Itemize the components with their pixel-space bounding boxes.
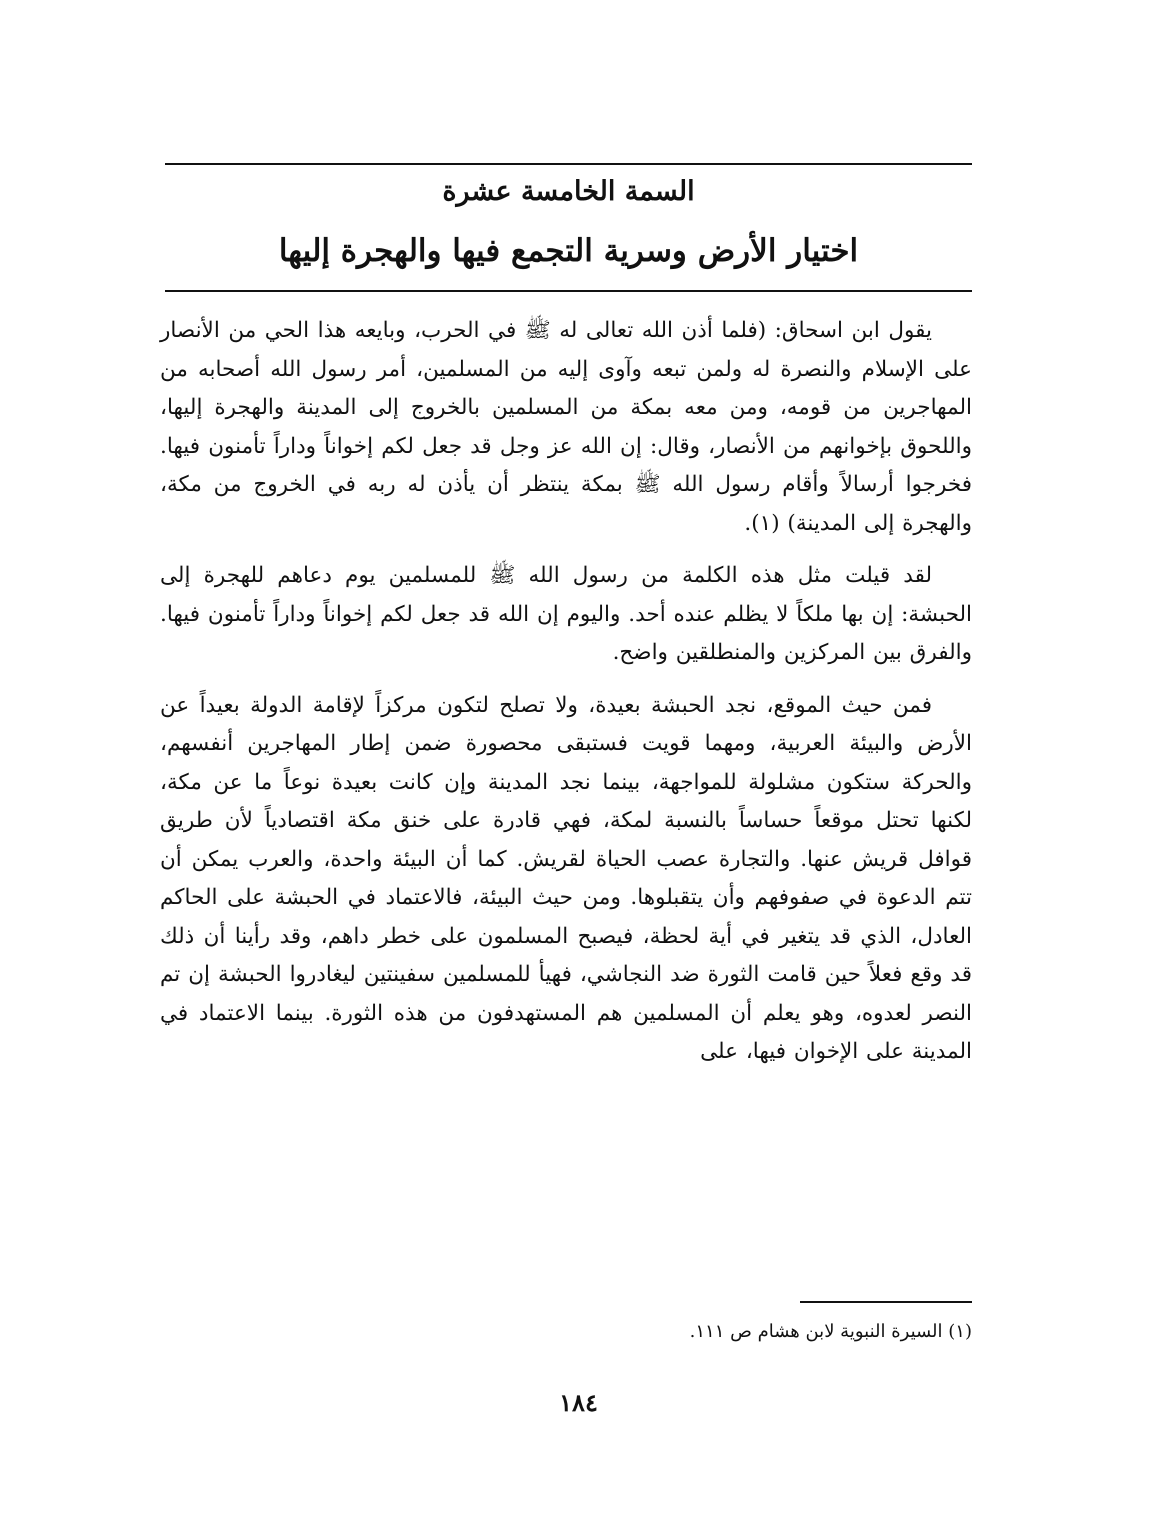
- chapter-heading: [165, 168, 972, 282]
- page-number: ١٨٤: [559, 1388, 598, 1417]
- footnote: (١) السيرة النبوية لابن هشام ص ١١١.: [689, 1321, 972, 1342]
- chapter-label: السمة الخامسة عشرة: [442, 176, 695, 207]
- heading-bottom-rule: [165, 290, 972, 292]
- body-text: [160, 312, 972, 1086]
- paragraph-location-analysis: فمن حيث الموقع، نجد الحبشة بعيدة، ولا تصلح لتكون مركزاً لإقامة الدولة بعيداً عن الأرض والبيئة العربية، ومهما قويت فستبقى محصورة ضمن إطار المهاجرين أنفسهم، والحركة ستكون مشلولة للمواجهة، بينما نجد المدينة وإن كانت بعيدة نوعاً ما عن مكة، لكنها تحتل موقعاً حساساً بالنسبة لمكة، فهي قادرة على خنق مكة اقتصادياً لأن طريق قوافل قريش عنها. والتجارة عصب الحياة لقريش. كما أن البيئة واحدة، والعرب يمكن أن تتم الدعوة في صفوفهم وأن يتقبلوها. ومن حيث البيئة، فالاعتماد في الحبشة على الحاكم العادل، الذي قد يتغير في أية لحظة، فيصبح المسلمون على خطر داهم، وقد رأينا أن ذلك قد وقع فعلاً حين قامت الثورة ضد النجاشي، فهيأ للمسلمين سفينتين ليغادروا الحبشة إن تم النصر لعدوه، وهو يعلم أن المسلمين هم المستهدفون من هذه الثورة. بينما الاعتماد في المدينة على الإخوان فيها، على: [160, 692, 972, 1064]
- chapter-title: اختيار الأرض وسرية التجمع فيها والهجرة إليها: [278, 233, 859, 269]
- paragraph-comparison: لقد قيلت مثل هذه الكلمة من رسول الله ﷺ للمسلمين يوم دعاهم للهجرة إلى الحبشة: إن بها ملكاً لا يظلم عنده أحد. واليوم إن الله قد جعل لكم إخواناً وداراً تأمنون فيها. والفرق بين المركزين والمنطلقين واضح.: [160, 563, 972, 665]
- heading-top-rule: [165, 163, 972, 165]
- footnote-rule: [800, 1301, 972, 1303]
- paragraph-quote-ibn-ishaq: يقول ابن اسحاق: (فلما أذن الله تعالى له ﷺ في الحرب، وبايعه هذا الحي من الأنصار على الإسلام والنصرة له ولمن تبعه وآوى إليه من المسلمين، أمر رسول الله أصحابه من المهاجرين من قومه، ومن معه بمكة من المسلمين بالخروج إلى المدينة والهجرة إليها، واللحوق بإخوانهم من الأنصار، وقال: إن الله عز وجل قد جعل لكم إخواناً وداراً تأمنون فيها. فخرجوا أرسالاً وأقام رسول الله ﷺ بمكة ينتظر أن يأذن له ربه في الخروج من مكة، والهجرة إلى المدينة) (١).: [160, 318, 972, 536]
